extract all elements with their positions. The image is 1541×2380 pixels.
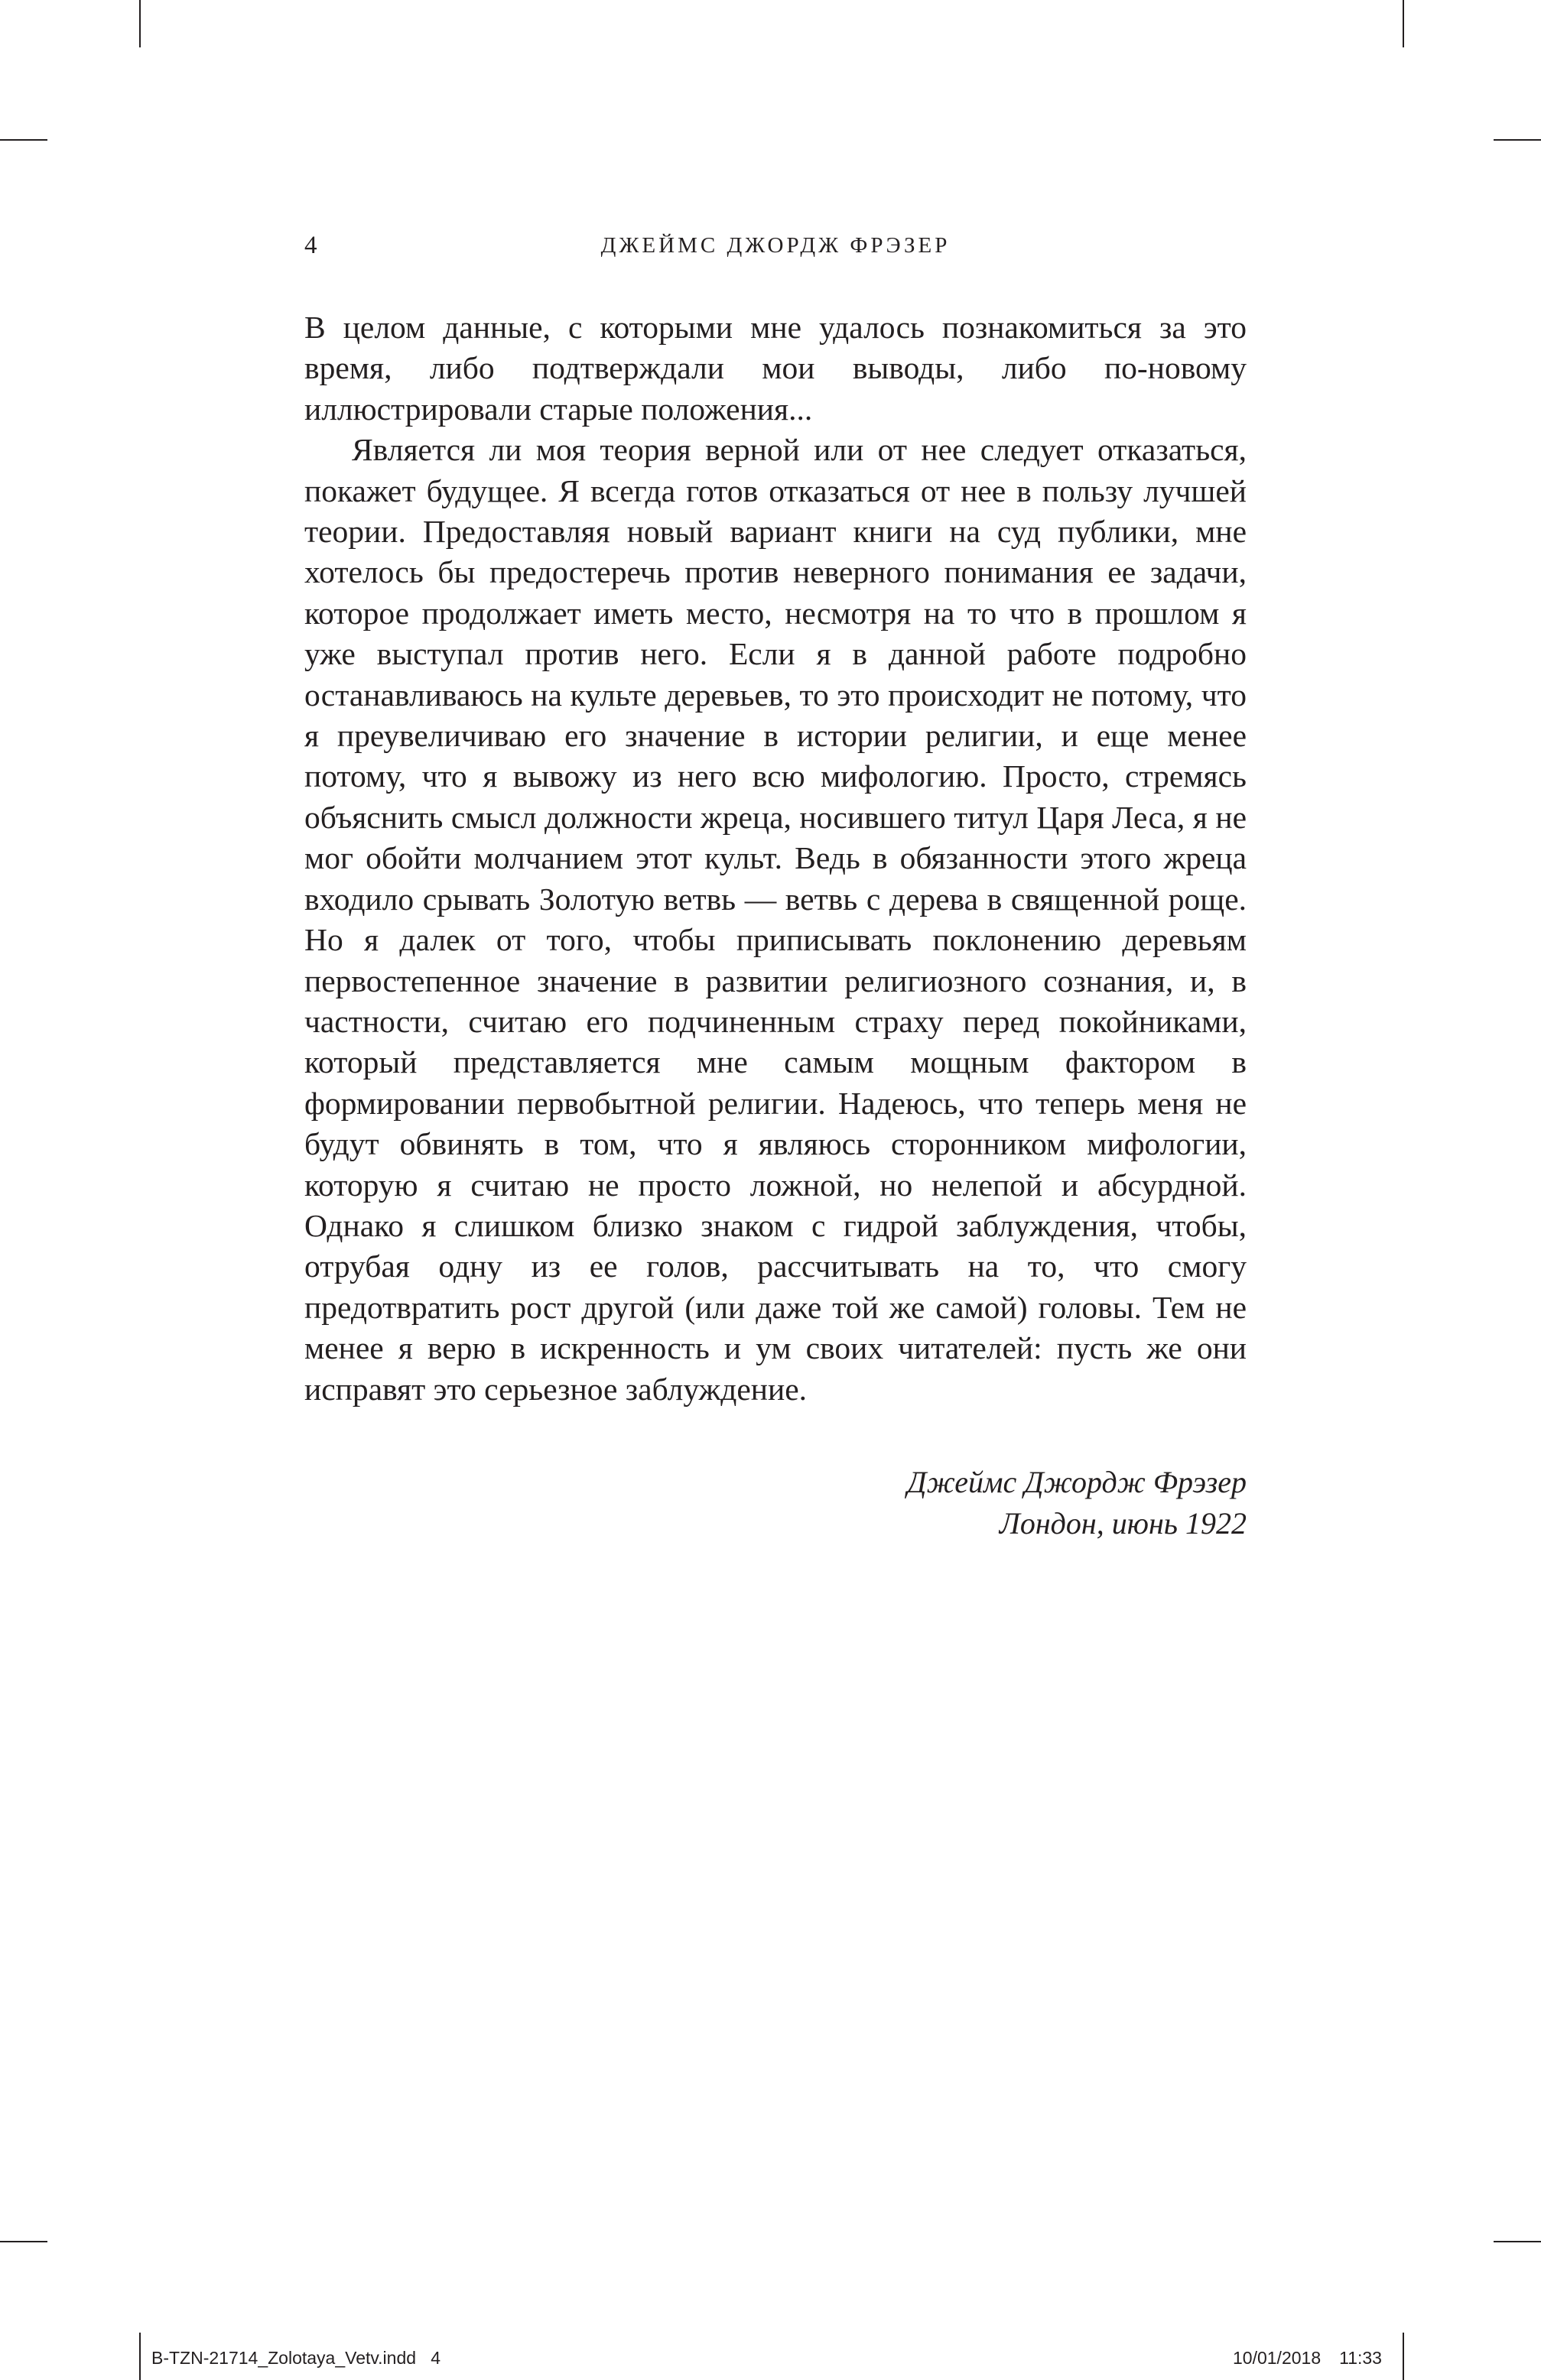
crop-mark-top-left bbox=[139, 0, 141, 47]
slug-file-name: B-TZN-21714_Zolotaya_Vetv.indd 4 bbox=[151, 2348, 441, 2368]
crop-mark-left-top bbox=[0, 139, 47, 141]
crop-mark-top-right bbox=[1403, 0, 1404, 47]
paragraph-2: Является ли моя теория верной или от нее следует отказаться, покажет будущее. Я всегда готов отказаться от нее в пользу лучшей теории. Предоставляя новый вариант книги на суд публики, мне хотелось бы предостеречь против неверного понимания ее задачи, которое продолжает иметь место, несмотря на то что в прошлом я уже выступал против него. Если я в данной работе подробно останавливаюсь на культе деревьев, то это происходит не потому, что я преувеличиваю его значение в истории религии, и еще менее потому, что я вывожу из него всю мифологию. Просто, стремясь объяснить смысл должности жреца, носившего титул Царя Леса, я не мог обойти молчанием этот культ. Ведь в обязанности этого жреца входило срывать Золотую ветвь — ветвь с дерева в священной роще. Но я далек от того, чтобы приписывать поклонению деревьям первостепенное значение в развитии религиозного сознания, и, в частности, считаю его подчиненным страху перед покойниками, который представляется мне самым мощным фактором в формировании первобытной религии. Надеюсь, что теперь меня не будут обвинять в том, что я являюсь сторонником мифологии, которую я считаю не просто ложной, но нелепой и абсурдной. Однако я слишком близко знаком с гидрой заблуждения, чтобы, отрубая одну из ее голов, рассчитывать на то, что смогу предотвратить рост другой (или даже той же самой) головы. Тем не менее я верю в искренность и ум своих читателей: пусть же они исправят это серьезное заблуждение. bbox=[304, 432, 1247, 1407]
slug-timestamp bbox=[1233, 2343, 1382, 2373]
signature-author: Джеймс Джордж Фрэзер bbox=[907, 1465, 1247, 1499]
crop-mark-right-bottom bbox=[1494, 2241, 1541, 2242]
signature-place-date: Лондон, июнь 1922 bbox=[999, 1506, 1247, 1541]
crop-mark-left-bottom bbox=[0, 2241, 47, 2242]
running-title: ДЖЕЙМС ДЖОРДЖ ФРЭЗЕР bbox=[600, 233, 951, 258]
print-slug bbox=[0, 2343, 1541, 2373]
running-head bbox=[304, 226, 1247, 265]
crop-mark-right-top bbox=[1494, 139, 1541, 141]
slug-time: 11:33 bbox=[1339, 2348, 1382, 2368]
signature bbox=[304, 1462, 1247, 1544]
page-number: 4 bbox=[304, 232, 317, 259]
slug-date: 10/01/2018 bbox=[1233, 2348, 1322, 2368]
body-text bbox=[304, 307, 1247, 1410]
paragraph-1: В целом данные, с которыми мне удалось познакомиться за это время, либо подтверждали мои выводы, либо по-новому иллюстрировали старые положения... bbox=[304, 310, 1247, 427]
